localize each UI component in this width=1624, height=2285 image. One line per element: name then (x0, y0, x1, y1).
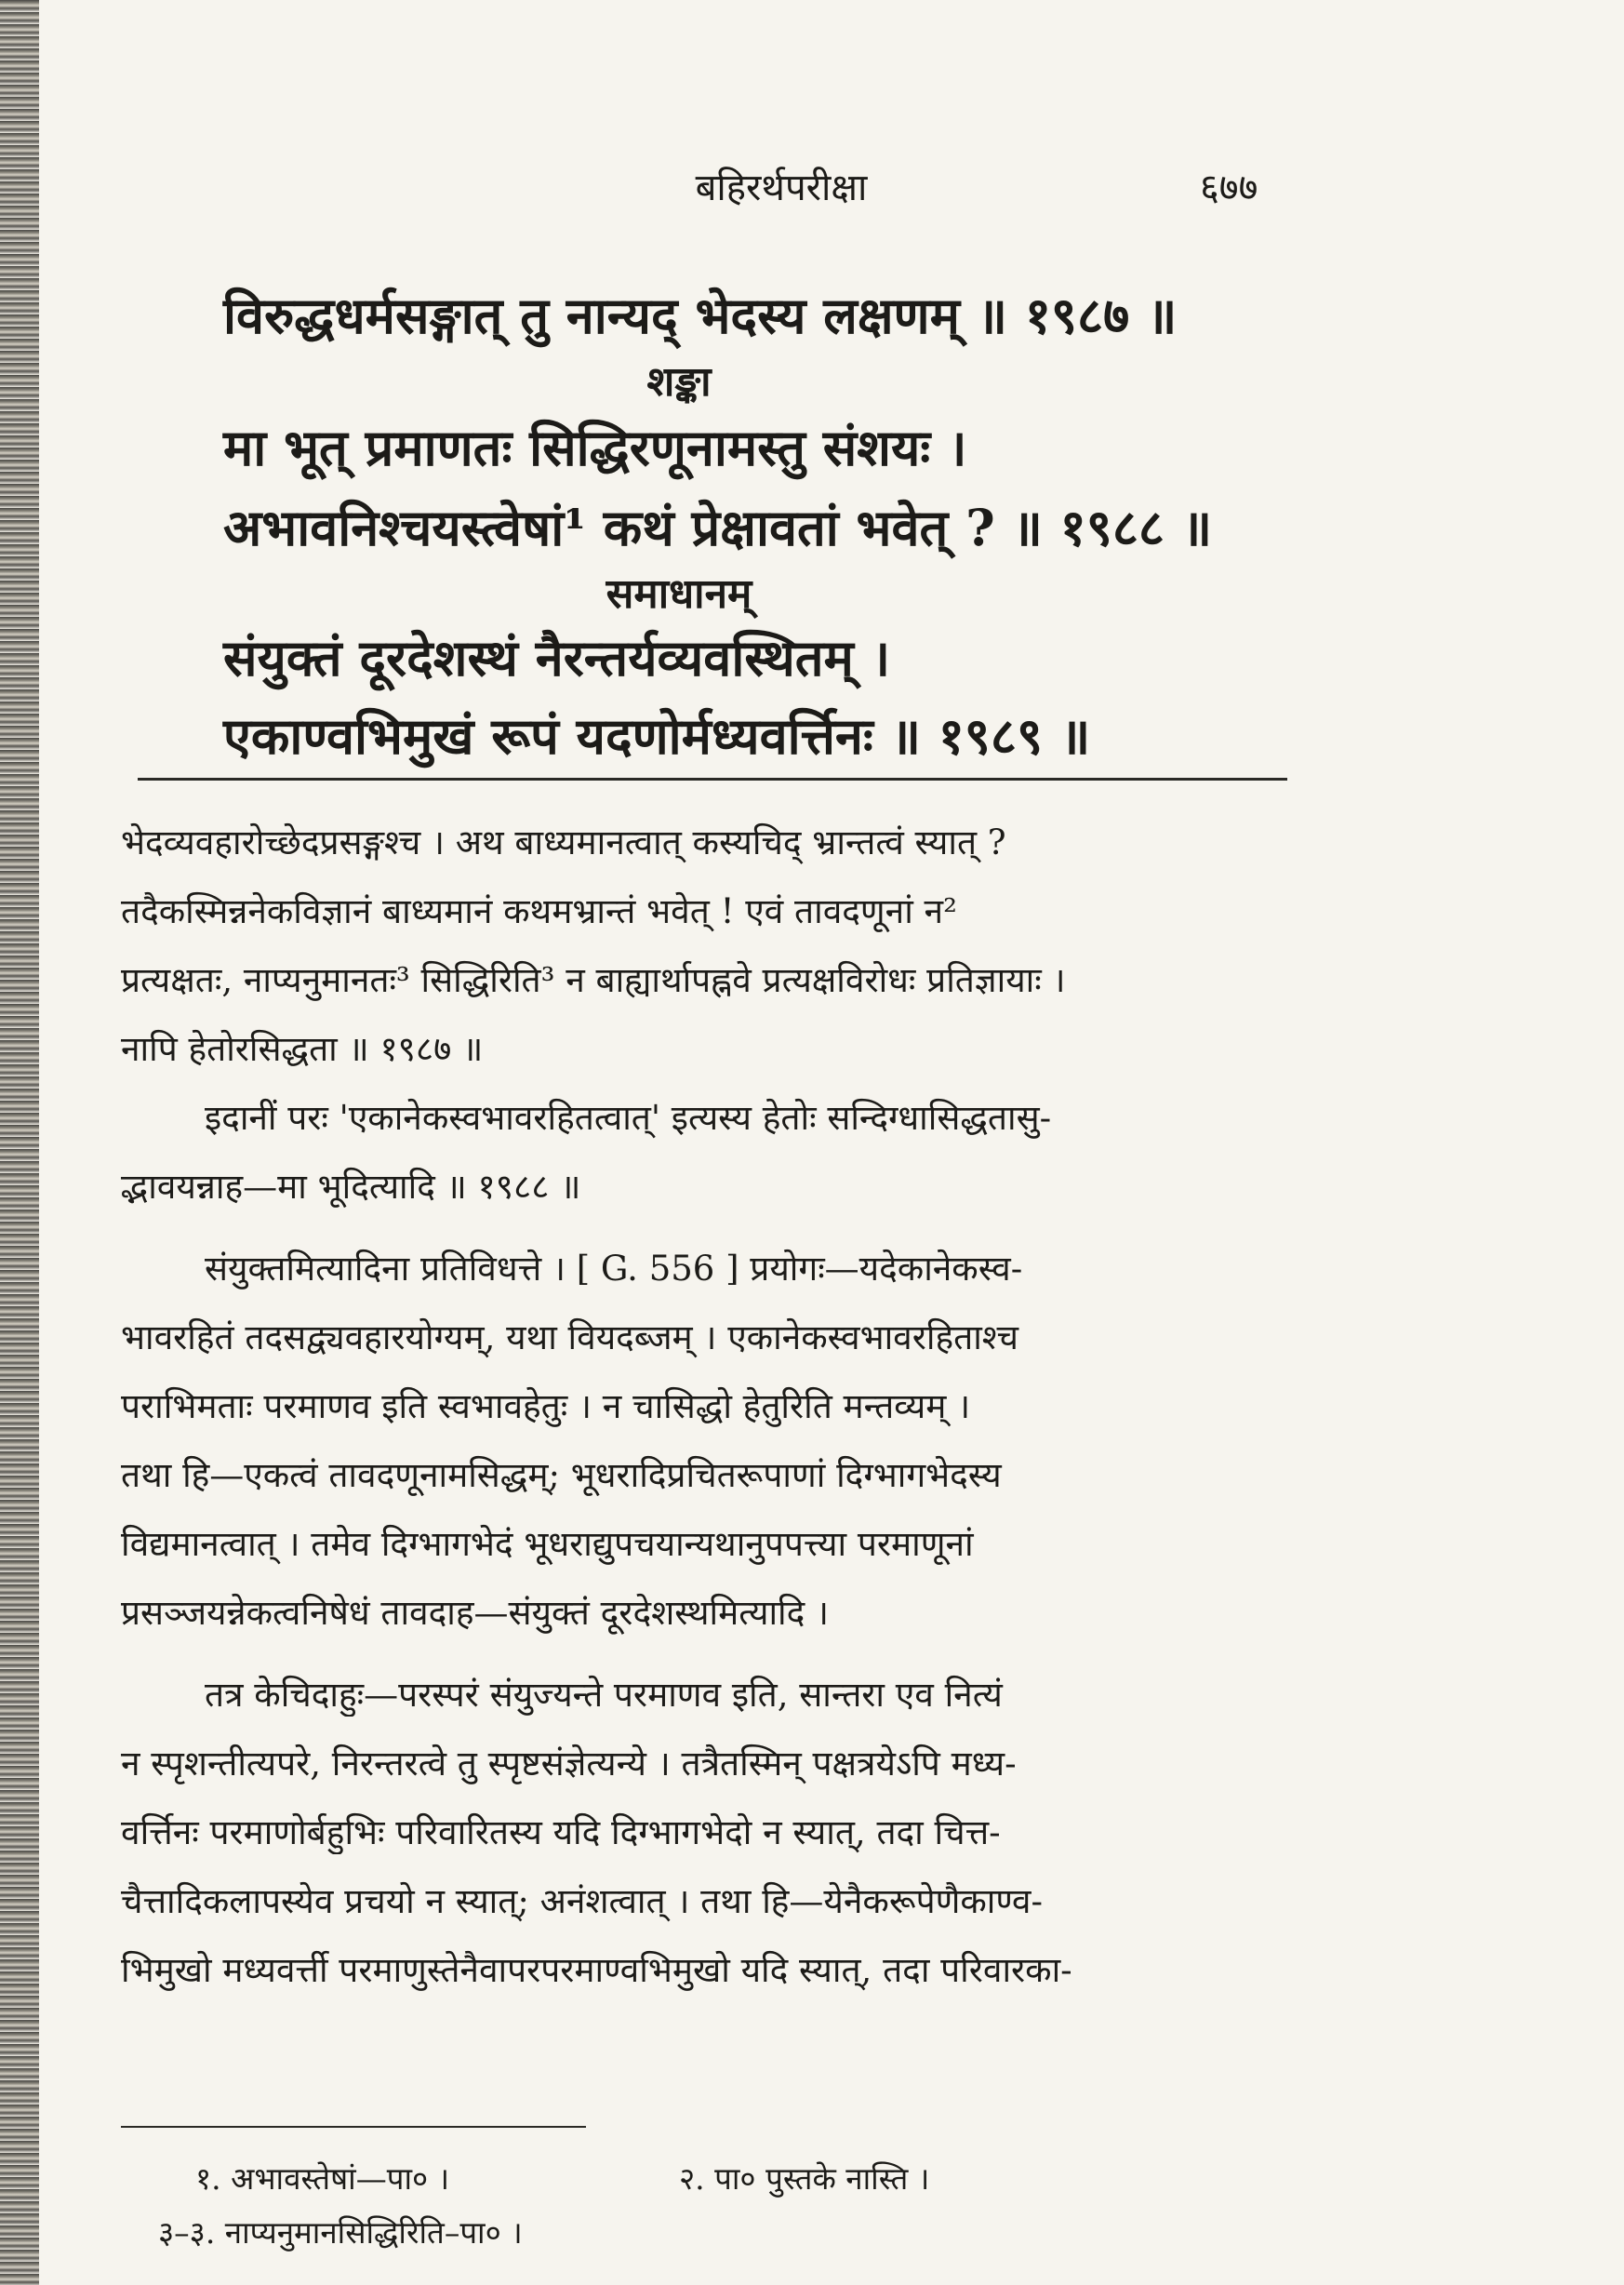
verse-line: विरुद्धधर्मसङ्गात् तु नान्यद् भेदस्य लक्षणम् ॥ १९८७ ॥ (223, 286, 1178, 345)
commentary-line: द्भावयन्नाह—मा भूदित्यादि ॥ १९८८ ॥ (121, 1167, 581, 1207)
commentary-line: तत्र केचिदाहुः—परस्परं संयुज्यन्ते परमाणव इति, सान्तरा एव नित्यं (205, 1675, 1003, 1715)
footnote-divider (121, 2126, 586, 2128)
verse-line: अभावनिश्चयस्त्वेषां¹ कथं प्रेक्षावतां भवेत् ? ॥ १९८८ ॥ (223, 498, 1213, 557)
section-heading-shanka: शङ्का (646, 358, 712, 406)
commentary-line: तदैकस्मिन्ननेकविज्ञानं बाध्यमानं कथमभ्रान्तं भवेत् ! एवं तावदणूनां न² (121, 891, 957, 931)
commentary-line: भिमुखो मध्यवर्त्ती परमाणुस्तेनैवापरपरमाण्वभिमुखो यदि स्यात्, तदा परिवारका- (121, 1950, 1072, 1990)
commentary-line: पराभिमताः परमाणव इति स्वभावहेतुः । न चासिद्धो हेतुरिति मन्तव्यम् । (121, 1386, 971, 1426)
commentary-line: नापि हेतोरसिद्धता ॥ १९८७ ॥ (121, 1029, 484, 1069)
commentary-line: वर्त्तिनः परमाणोर्बहुभिः परिवारितस्य यदि दिग्भागभेदो न स्यात्, तदा चित्त- (121, 1812, 1001, 1852)
commentary-line: भावरहितं तदसद्व्यवहारयोग्यम्, यथा वियदब्जम् । एकानेकस्वभावरहिताश्च (121, 1317, 1019, 1357)
footnote-1: १. अभावस्तेषां—पा० । (195, 2160, 450, 2197)
commentary-line: तथा हि—एकत्वं तावदणूनामसिद्धम्; भूधरादिप्रचितरूपाणां दिग्भागभेदस्य (121, 1455, 1002, 1495)
commentary-line: चैत्तादिकलापस्येव प्रचयो न स्यात्; अनंशत्वात् । तथा हि—येनैकरूपेणैकाण्व- (121, 1881, 1044, 1921)
footnote-2: २. पा० पुस्तके नास्ति । (679, 2160, 930, 2197)
page-number: ६७७ (1200, 167, 1258, 209)
commentary-line: विद्यमानत्वात् । तमेव दिग्भागभेदं भूधराद्युपचयान्यथानुपपत्त्या परमाणूनां (121, 1524, 974, 1564)
verse-commentary-divider (138, 778, 1287, 781)
commentary-line: भेदव्यवहारोच्छेदप्रसङ्गश्च । अथ बाध्यमानत्वात् कस्यचिद् भ्रान्तत्वं स्यात् ? (121, 822, 1006, 862)
commentary-line: संयुक्तमित्यादिना प्रतिविधत्ते । [ G. 556 ] प्रयोगः—यदेकानेकस्व- (205, 1249, 1023, 1289)
commentary-line: प्रसञ्जयन्नेकत्वनिषेधं तावदाह—संयुक्तं दूरदेशस्थमित्यादि । (121, 1593, 830, 1633)
verse-line: संयुक्तं दूरदेशस्थं नैरन्तर्यव्यवस्थितम् । (223, 628, 891, 688)
running-header: बहिरर्थपरीक्षा (695, 167, 868, 209)
commentary-line: न स्पृशन्तीत्यपरे, निरन्तरत्वे तु स्पृष्टसंज्ञेत्यन्ये । तत्रैतस्मिन् पक्षत्रयेऽपि मध्य- (121, 1744, 1017, 1784)
section-heading-samadhanam: समाधानम् (606, 570, 752, 618)
commentary-line: प्रत्यक्षतः, नाप्यनुमानतः³ सिद्धिरिति³ न बाह्यार्थापह्नवे प्रत्यक्षविरोधः प्रतिज्ञायाः । (121, 960, 1066, 1000)
verse-line: एकाण्वभिमुखं रूपं यदणोर्मध्यवर्त्तिनः ॥ १९८९ ॥ (223, 706, 1091, 766)
commentary-line: इदानीं परः 'एकानेकस्वभावरहितत्वात्' इत्यस्य हेतोः सन्दिग्धासिद्धतासु- (205, 1098, 1052, 1138)
verse-line: मा भूत् प्रमाणतः सिद्धिरणूनामस्तु संशयः । (223, 418, 967, 477)
footnote-3: ३–३. नाप्यनुमानसिद्धिरिति–पा० । (158, 2214, 523, 2251)
